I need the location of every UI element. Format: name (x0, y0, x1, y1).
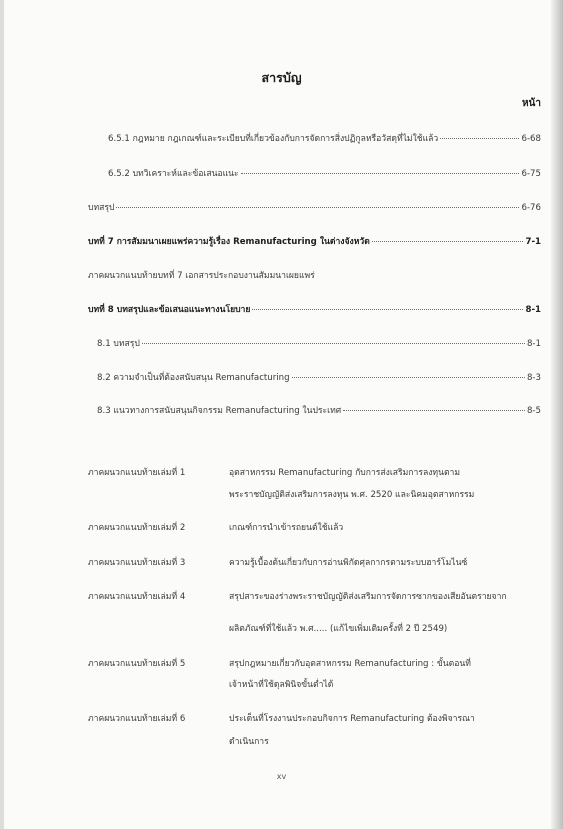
appendix-title-line: สรุปสาระของร่างพระราชบัญญัติส่งเสริมการจัดการซากของเสียอันตรายจาก (229, 592, 507, 602)
toc-entry-page: 8-1 (525, 305, 541, 315)
toc-leader-dots (372, 241, 524, 242)
toc-entry-text: 6.5.2 บทวิเคราะห์และข้อเสนอแนะ (108, 169, 239, 179)
toc-entry-text: 6.5.1 กฎหมาย กฎเกณฑ์และระเบียบที่เกี่ยวข้องกับการจัดการสิ่งปฏิกูลหรือวัสดุที่ไม่ใช้แล้ว (108, 134, 439, 144)
page-number: xv (276, 772, 287, 781)
toc-chapter-entry[interactable] (88, 234, 541, 248)
toc-entry-text: 8.3 แนวทางการสนับสนุนกิจกรรม Remanufacturing ในประเทศ (97, 406, 342, 416)
appendix-label: ภาคผนวกแนบท้ายเล่มที่ 1 (88, 468, 186, 478)
appendix-title-line: เกณฑ์การนำเข้ารถยนต์ใช้แล้ว (229, 523, 344, 533)
toc-entry-page: 8-5 (526, 406, 541, 416)
toc-entry-text: 8.2 ความจำเป็นที่ต้องสนับสนุน Remanufacturing (97, 373, 290, 383)
toc-entry[interactable] (97, 370, 541, 384)
toc-entry[interactable] (88, 200, 541, 214)
appendix-title-line: ความรู้เบื้องต้นเกี่ยวกับการอ่านพิกัดศุลกากรตามระบบฮาร์โมไนซ์ (229, 558, 468, 568)
toc-entry-page: 7-1 (525, 237, 541, 247)
toc-leader-dots (252, 309, 523, 310)
toc-entry-text: บทที่ 8 บทสรุปและข้อเสนอแนะทางนโยบาย (88, 305, 251, 315)
appendix-title-line: ผลิตภัณฑ์ที่ใช้แล้ว พ.ศ..... (แก้ไขเพิ่มเติมครั้งที่ 2 ปี 2549) (229, 624, 448, 634)
page-column-header: หน้า (521, 98, 541, 109)
appendix-label: ภาคผนวกแนบท้ายเล่มที่ 3 (88, 558, 186, 568)
toc-entry-page: 6-76 (521, 203, 541, 213)
appendix-title-line: เจ้าหน้าที่ใช้ดุลพินิจขั้นต่ำได้ (229, 680, 334, 690)
appendix-label: ภาคผนวกแนบท้ายเล่มที่ 2 (88, 523, 186, 533)
toc-entry-text: บทที่ 7 การสัมมนาเผยแพร่ความรู้เรื่อง Remanufacturing ในต่างจังหวัด (88, 237, 370, 247)
toc-entry[interactable] (108, 166, 541, 180)
toc-leader-dots (142, 343, 525, 344)
toc-leader-dots (292, 377, 525, 378)
appendix-title-line: ประเด็นที่โรงงานประกอบกิจการ Remanufacturing ต้องพิจารณา (229, 714, 475, 724)
page-title: สารบัญ (261, 70, 302, 85)
toc-leader-dots (116, 207, 519, 208)
toc-chapter-entry[interactable] (88, 302, 541, 316)
appendix-label: ภาคผนวกแนบท้ายเล่มที่ 4 (88, 592, 186, 602)
toc-leader-dots (440, 138, 519, 139)
appendix-label: ภาคผนวกแนบท้ายเล่มที่ 5 (88, 659, 186, 669)
appendix-title-line: พระราชบัญญัติส่งเสริมการลงทุน พ.ศ. 2520 และนิคมอุตสาหกรรม (229, 490, 475, 500)
appendix-title-line: ดำเนินการ (229, 737, 269, 747)
appendix-title-line: อุตสาหกรรม Remanufacturing กับการส่งเสริมการลงทุนตาม (229, 468, 461, 478)
toc-entry[interactable] (97, 336, 541, 350)
toc-entry-page: 6-68 (521, 134, 541, 144)
toc-entry-page: 8-3 (526, 373, 541, 383)
toc-entry[interactable] (97, 403, 541, 417)
toc-entry[interactable] (108, 131, 541, 145)
toc-leader-dots (343, 410, 525, 411)
toc-entry-text: ภาคผนวกแนบท้ายบทที่ 7 เอกสารประกอบงานสัมมนาเผยแพร่ (88, 271, 315, 281)
appendix-title-line: สรุปกฎหมายเกี่ยวกับอุตสาหกรรม Remanufacturing : ขั้นตอนที่ (229, 659, 471, 669)
toc-entry[interactable] (88, 268, 315, 282)
toc-entry-page: 6-75 (521, 169, 541, 179)
toc-entry-text: บทสรุป (88, 203, 115, 213)
toc-entry-text: 8.1 บทสรุป (97, 339, 140, 349)
toc-leader-dots (241, 173, 520, 174)
appendix-label: ภาคผนวกแนบท้ายเล่มที่ 6 (88, 714, 186, 724)
toc-entry-page: 8-1 (526, 339, 541, 349)
